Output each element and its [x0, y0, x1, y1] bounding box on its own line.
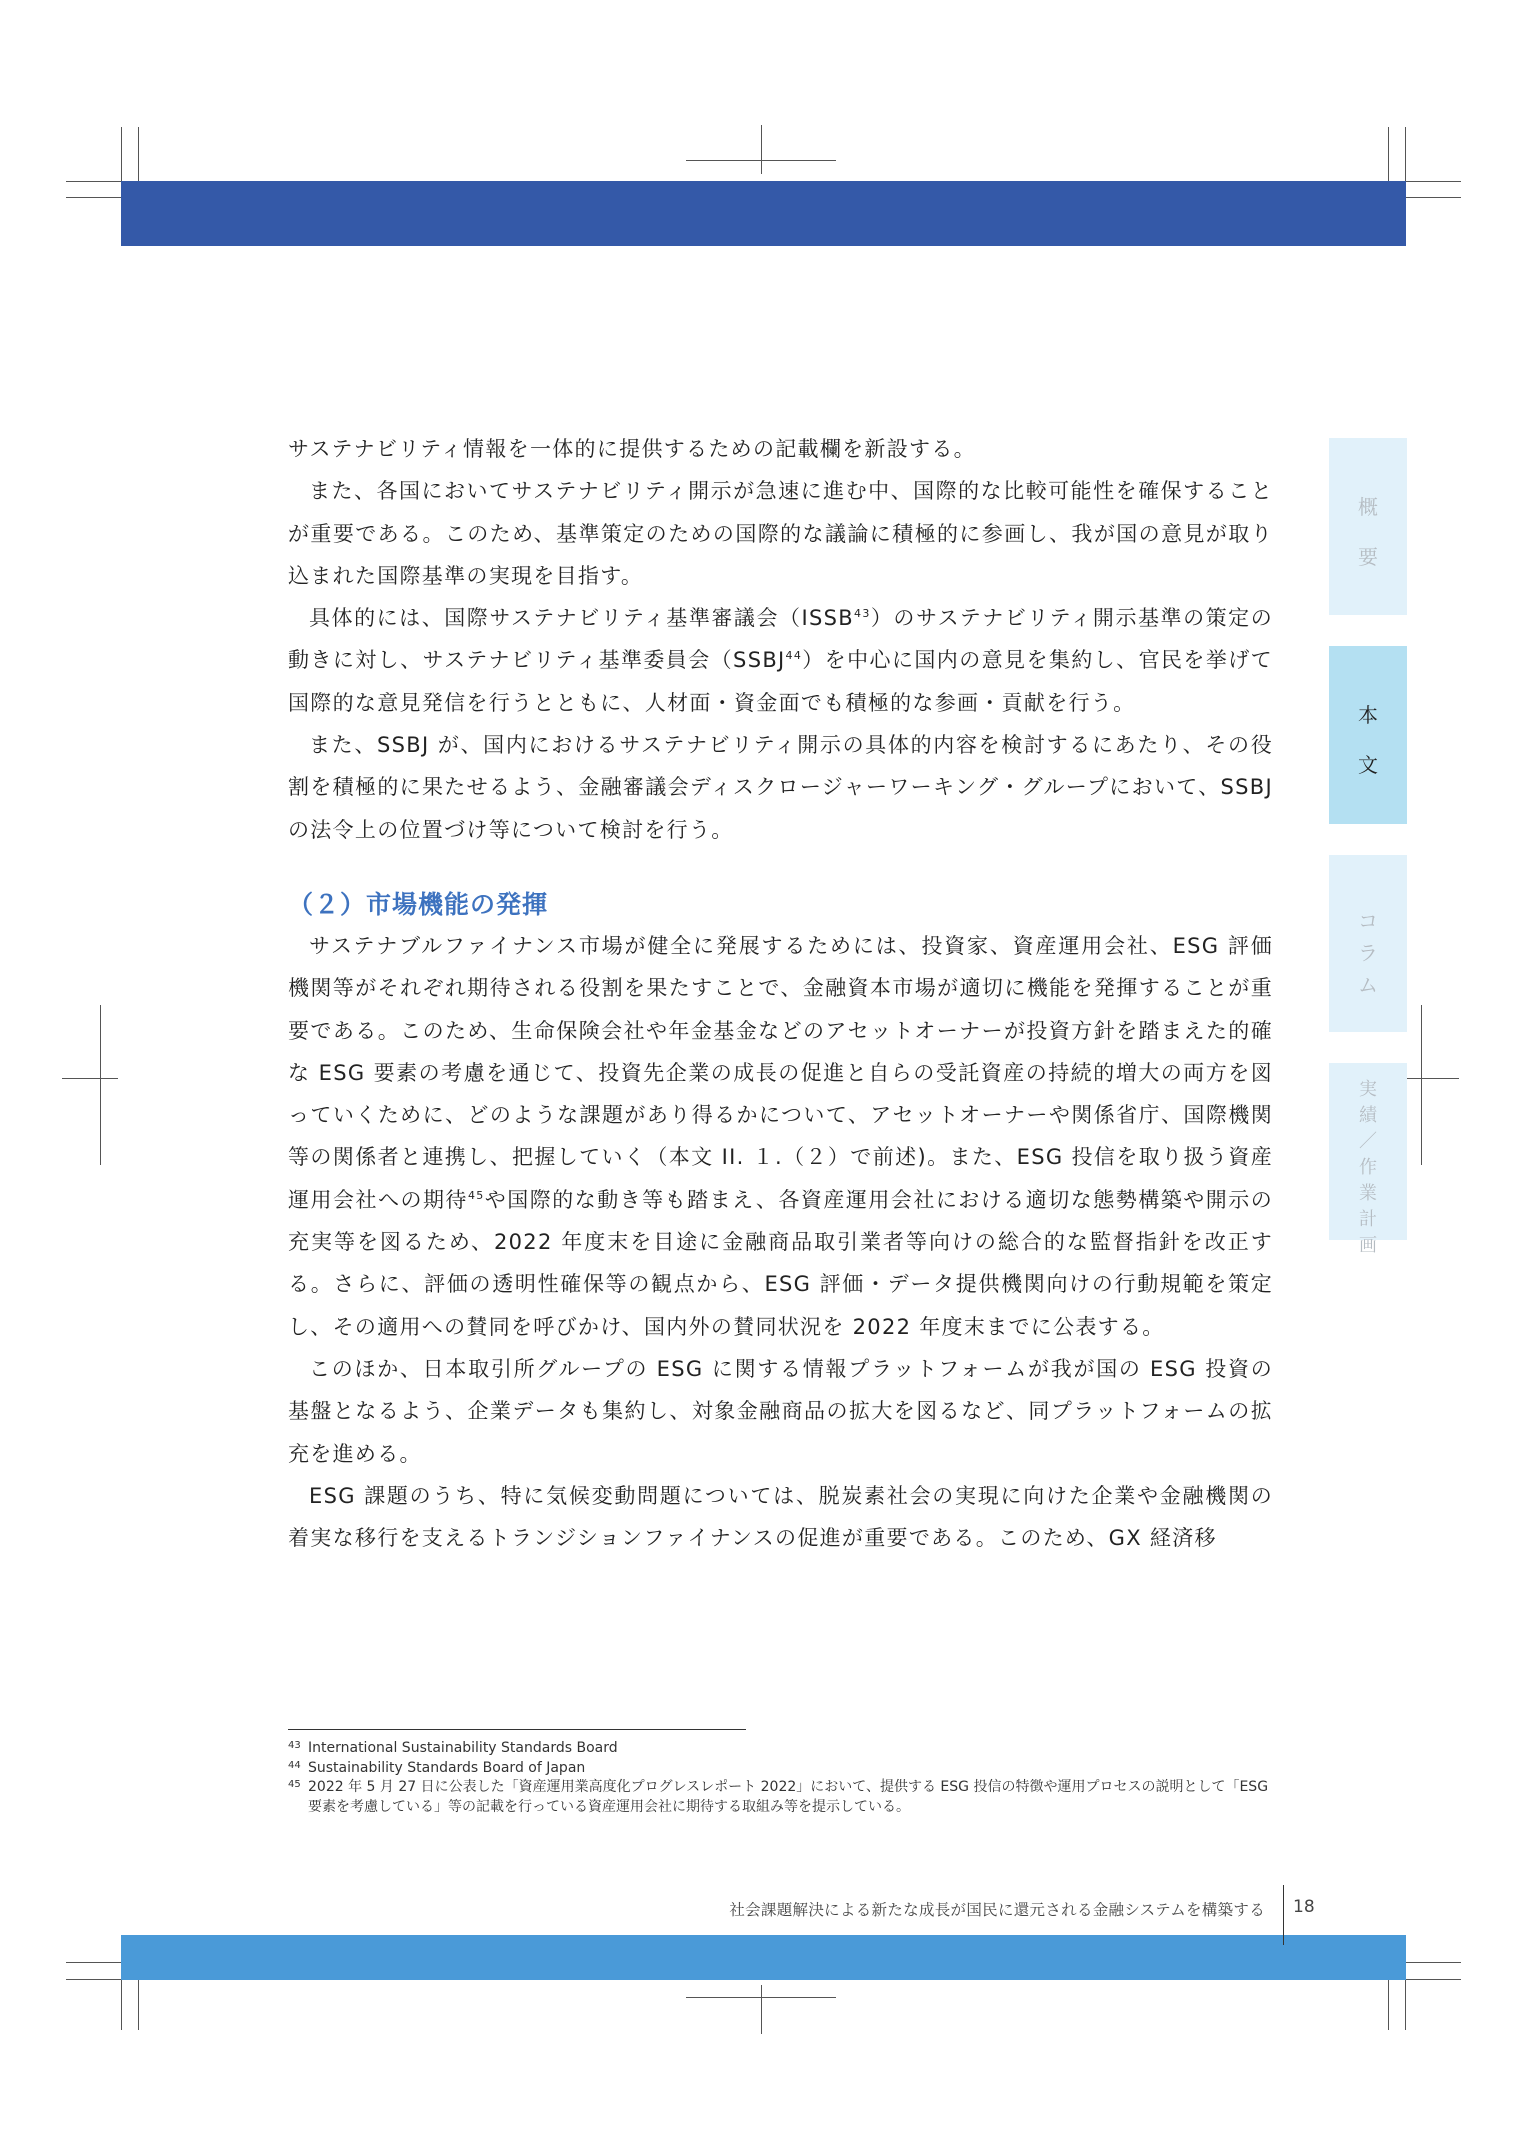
tab-char: 作: [1359, 1157, 1377, 1178]
body-paragraph: また、SSBJ が、国内におけるサステナビリティ開示の具体的内容を検討するにあたり、その役割を積極的に果たせるよう、金融審議会ディスクロージャーワーキング・グループにおいて、SSBJ の法令上の位置づけ等について検討を行う。: [288, 733, 1273, 842]
footnote-text: International Sustainability Standards Board: [308, 1740, 618, 1756]
crop-mark: [138, 127, 139, 182]
footnote-divider: [288, 1729, 746, 1730]
tab-column[interactable]: [1329, 855, 1407, 1032]
tab-char: 画: [1359, 1235, 1377, 1256]
footnote-ref: 44: [785, 649, 803, 663]
crop-mark: [1405, 1979, 1461, 1980]
footer-divider: [1283, 1885, 1284, 1945]
crop-mark: [100, 1005, 101, 1165]
header-band: [121, 181, 1406, 246]
footnote: [288, 1739, 1273, 1759]
tab-char: ／: [1359, 1131, 1377, 1152]
footnote-ref: 45: [467, 1188, 485, 1202]
body-paragraph: [288, 925, 1273, 1348]
crop-mark: [66, 1979, 122, 1980]
crop-mark: [1405, 197, 1461, 198]
paragraph-text: や国際的な動き等も踏まえ、各資産運用会社における適切な態勢構築や開示の充実等を図るため、2022 年度末を目途に金融商品取引業者等向けの総合的な監督指針を改正する。さらに、評価の透明性確保等の観点から、ESG 評価・データ提供機関向けの行動規範を策定し、その適用への賛同を呼びかけ、国内外の賛同状況を 2022 年度末までに公表する。: [288, 1187, 1273, 1339]
crop-mark: [66, 197, 122, 198]
body-paragraph: サステナビリティ情報を一体的に提供するための記載欄を新設する。: [288, 437, 976, 461]
footnote-text: Sustainability Standards Board of Japan: [308, 1759, 586, 1776]
body-paragraph: このほか、日本取引所グループの ESG に関する情報プラットフォームが我が国の ESG 投資の基盤となるよう、企業データも集約し、対象金融商品の拡大を図るなど、同プラットフォームの拡充を進める。: [288, 1356, 1273, 1466]
paragraph-text: ）を中心に国内の意見を集約し、官民を挙げて国際的な意見発信を行うとともに、人材面・資金面でも積極的な参画・貢献を行う。: [288, 648, 1273, 715]
tab-char: コ: [1358, 909, 1378, 933]
section-heading: （２）市場機能の発揮: [288, 889, 549, 919]
body-paragraph: [288, 597, 1273, 724]
tab-char: ラ: [1358, 941, 1378, 965]
body-paragraph: ESG 課題のうち、特に気候変動問題については、脱炭素社会の実現に向けた企業や金融機関の着実な移行を支えるトランジションファイナンスの促進が重要である。このため、GX 経済移: [288, 1483, 1273, 1551]
footnote-text: 2022 年 5 月 27 日に公表した「資産運用業高度化プログレスレポート 2022」において、提供する ESG 投信の特徴や運用プロセスの説明として「ESG 要素を考慮している」等の記載を行っている資産運用会社に期待する取組み等を提示している。: [308, 1779, 1269, 1815]
crop-mark: [686, 160, 836, 161]
paragraph-text: 具体的には、国際サステナビリティ基準審議会（ISSB: [309, 606, 855, 631]
footnote-ref: 43: [854, 607, 871, 621]
crop-mark: [121, 1975, 122, 2030]
footnotes: [288, 1739, 1273, 1817]
crop-mark: [1388, 1975, 1389, 2030]
footnote-number: 45: [288, 1779, 301, 1790]
tab-char: 実: [1359, 1079, 1377, 1100]
crop-mark: [1403, 1078, 1459, 1079]
paragraph-text: サステナブルファイナンス市場が健全に発展するためには、投資家、資産運用会社、ESG 評価機関等がそれぞれ期待される役割を果たすことで、金融資本市場が適切に機能を発揮することが重要である。このため、生命保険会社や年金基金などのアセットオーナーが投資方針を踏まえた的確な ESG 要素の考慮を通じて、投資先企業の成長の促進と自らの受託資産の持続的増大の両方を図っていくために、どのような課題があり得るかについて、アセットオーナーや関係省庁、国際機関等の関係者と連携し、把握していく（本文 II. １.（２）で前述)。また、ESG 投信を取り扱う資産運用会社への期待: [288, 933, 1273, 1212]
crop-mark: [1388, 127, 1389, 182]
tab-results-plan[interactable]: [1329, 1063, 1407, 1256]
crop-mark: [121, 127, 122, 182]
tab-overview[interactable]: [1329, 438, 1407, 615]
tab-main-text[interactable]: [1329, 646, 1407, 824]
footnote: [288, 1778, 1273, 1817]
footer-band: [121, 1935, 1406, 1980]
crop-mark: [1405, 1962, 1461, 1963]
crop-mark: [1405, 127, 1406, 182]
footnote-number: 43: [288, 1740, 301, 1751]
page-number: 18: [1293, 1897, 1315, 1917]
body-paragraph: また、各国においてサステナビリティ開示が急速に進む中、国際的な比較可能性を確保することが重要である。このため、基準策定のための国際的な議論に積極的に参画し、我が国の意見が取り込まれた国際基準の実現を目指す。: [288, 479, 1273, 588]
crop-mark: [66, 1962, 122, 1963]
tab-char: 計: [1359, 1209, 1377, 1230]
crop-mark: [1421, 1005, 1422, 1165]
paragraph-text: ）のサステナビリティ開示基準の策定の動きに対し、サステナビリティ基準委員会（SSBJ: [288, 606, 1274, 673]
footnote: [288, 1759, 1273, 1779]
tab-char: ム: [1358, 973, 1378, 997]
tab-char: 績: [1359, 1105, 1377, 1126]
tab-char: 文: [1358, 753, 1378, 777]
main-body: [288, 428, 1273, 1559]
crop-mark: [66, 181, 122, 182]
tab-char: 要: [1358, 545, 1378, 569]
footer-title: 社会課題解決による新たな成長が国民に還元される金融システムを構築する: [729, 1901, 1265, 1919]
crop-mark: [686, 1997, 836, 1998]
crop-mark: [138, 1975, 139, 2030]
crop-mark: [761, 125, 762, 174]
crop-mark: [761, 1985, 762, 2034]
crop-mark: [1405, 1975, 1406, 2030]
crop-mark: [62, 1078, 118, 1079]
crop-mark: [1405, 181, 1461, 182]
tab-char: 本: [1358, 703, 1378, 727]
tab-char: 業: [1359, 1183, 1377, 1204]
tab-char: 概: [1358, 495, 1378, 519]
footnote-number: 44: [288, 1759, 301, 1771]
